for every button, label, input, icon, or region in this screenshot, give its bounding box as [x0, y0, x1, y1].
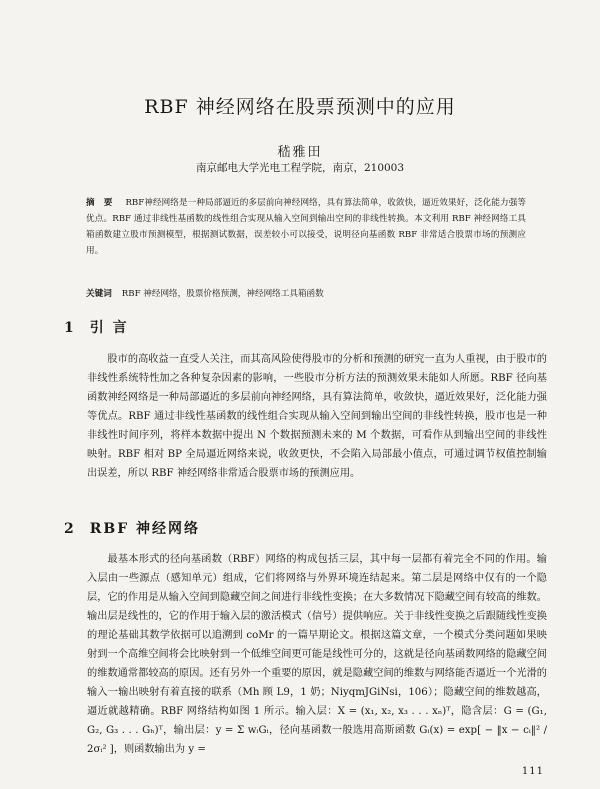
section-1-number: 1 — [64, 320, 76, 336]
keywords-text: RBF 神经网络，股票价格预测，神经网络工具箱函数 — [121, 289, 324, 299]
section-2-title: RBF 神经网络 — [89, 521, 201, 537]
abstract — [86, 195, 526, 259]
section-1-heading — [64, 317, 129, 337]
keywords — [86, 286, 526, 302]
affiliation: 南京邮电大学光电工程学院，南京，210003 — [195, 162, 405, 174]
abstract-label: 摘 要 — [86, 198, 116, 208]
section-2-paragraph: 最基本形式的径向基函数（RBF）网络的构成包括三层，其中每一层都有着完全不同的作用。输入层由一些源点（感知单元）组成，它们将网络与外界环境连结起来。第二层是网络中仅有的一个隐层，它的作用是从输入空间到隐藏空间之间进行非线性变换；在大多数情况下隐藏空间有较高的维数。输出层是线性的，它的作用于输入层的激活模式（信号）提供响应。关于非线性变换之后跟随线性变换的理论基础其数学依据可以追溯到 coMr 的一篇早期论文。根据这篇文章，一个模式分类问题如果映射到一个高维空间将会比映射到一个低维空间更可能是线性可分的，这就是径向基函数网络的隐藏空间的维数通常都较高的原因。还有另外一个重要的原因，就是隐藏空间的维数与网络能否逼近一个光滑的输入一输出映射有着直接的联系（Mh 顾 L9，1 奶；NiyqmJGiNsi，106）；隐藏空间的维数越高，逼近就越精确。RBF 网络结构如图 1 所示。输入层：X = (x₁, x₂, x₃ . . . xₙ)ᵀ，隐含层：G = (G₁, G₂, G₃ . . . Gₕ)ᵀ，输出层：y = Σ wᵢGᵢ，径向基函数一般选用高斯函数 Gᵢ(x) = exp[ − ‖x − cᵢ‖² / 2σᵢ² ]，则函数输出为 y = — [87, 554, 547, 755]
section-1-paragraph: 股市的高收益一直受人关注，而其高风险使得股市的分析和预测的研究一直为人重视，由于股市的非线性系统特性加之各种复杂因素的影响，一些股市分析方法的预测效果未能如人所愿。RBF 径向基函数神经网络是一种局部逼近的多层前向神经网络，具有算法简单，收敛快，逼近效果好，泛化能力强等优点。RBF 通过非线性基函数的线性组合实现从输入空间到输出空间的非线性转换，股市也是一种非线性时间序列，将样本数据中提出 N 个数据预测未来的 M 个数据，可看作从到输出空间的非线性映射。RBF 相对 BP 全局逼近网络来说，收敛更快，不会陷入局部最小值点，可通过调节权值控制输出误差，所以 RBF 神经网络非常适合股票市场的预测应用。 — [87, 354, 547, 479]
section-2-number: 2 — [64, 521, 76, 537]
keywords-label: 关键词 — [86, 289, 112, 299]
paper-title: RBF 神经网络在股票预测中的应用 — [144, 96, 456, 118]
abstract-text: RBF神经网络是一种局部逼近的多层前向神经网络，具有算法简单，收敛快，逼近效果好，泛化能力强等优点。RBF 通过非线性基函数的线性组合实现从输入空间到输出空间的非线性转换。本文利用 RBF 神经网络工具箱函数建立股市预测模型，根据测试数据，误差较小可以接受，说明径向基函数 RBF 非常适合股票市场的预测应用。 — [86, 198, 526, 256]
page-number: 111 — [521, 766, 544, 777]
author-name: 嵇雅田 — [277, 145, 323, 160]
section-2-heading — [64, 518, 200, 538]
section-1-title: 引 言 — [89, 320, 129, 336]
